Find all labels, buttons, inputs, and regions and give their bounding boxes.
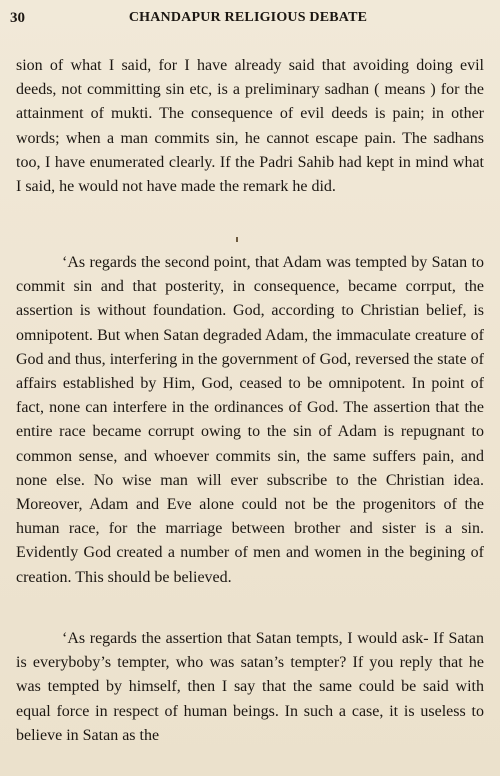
paragraph-satan-tempts: ‘As regards the assertion that Satan tempts, I would ask- If Satan is everyboby’s tempter, who was satan’s tempter? If you reply that he was tempted by himself, then I say that the same could be said with equal force in respect of human beings. In such a case, it is useless to believe in Satan as the bbox=[16, 630, 484, 744]
page-number: 30 bbox=[10, 10, 25, 26]
paragraph-continuation: sion of what I said, for I have already said that avoiding doing evil deeds, not committing sin etc, is a preliminary sadhan ( means ) for the attainment of mukti. The consequence of evil deeds is pain; in other words; when a man commits sin, he cannot escape pain. The sadhans too, I have enumerated clearly. If the Padri Sahib had kept in mind what I said, he would not have made the remark he did. bbox=[16, 57, 484, 196]
running-title: CHANDAPUR RELIGIOUS DEBATE bbox=[128, 10, 368, 25]
paragraph-second-point: ‘As regards the second point, that Adam was tempted by Satan to commit sin and that posterity, in consequence, became corrput, the assertion is without foundation. God, according to Christian belief, is omnipotent. But when Satan degraded Adam, the immaculate creature of God and thus, interfering in the government of God, reversed the state of affairs established by Him, God, ceased to be omnipotent. In point of fact, none can interfere in the ordinances of God. The assertion that the entire race became corrupt owing to the sin of Adam is repugnant to common sense, and whoever commits sin, the same suffers pain, and none else. No wise man will ever subscribe to the Christian idea. Moreover, Adam and Eve alone could not be the progenitors of the human race, for the marriage between brother and sister is a sin. Evidently God created a number of men and women in the begining of creation. This should be believed. bbox=[16, 254, 484, 586]
ink-speck bbox=[236, 237, 238, 242]
page-header bbox=[10, 10, 486, 32]
